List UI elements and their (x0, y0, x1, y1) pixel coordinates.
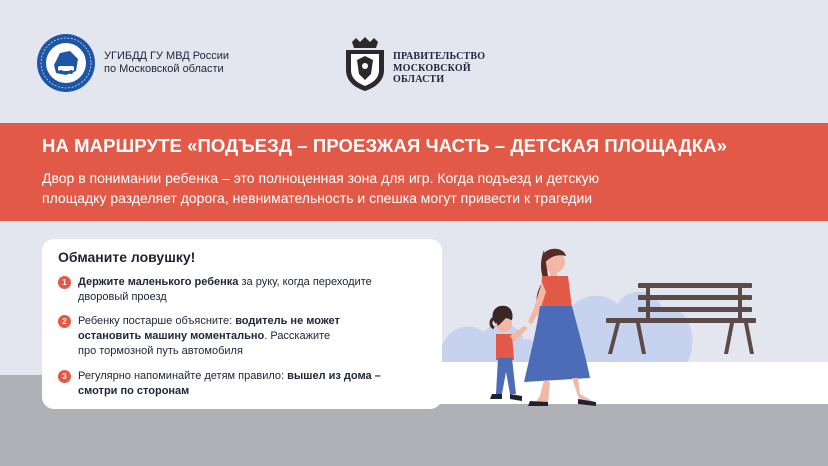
tip-text (78, 369, 418, 399)
gibdd-line2: по Московской области (104, 63, 224, 75)
gov-caption (393, 51, 485, 86)
banner-subtitle-line2: площадку разделяет дорога, невнимательность и спешка могут привести к трагедии (42, 190, 593, 206)
banner-subtitle (42, 168, 742, 208)
tips-card (42, 239, 442, 409)
park-illustration (440, 236, 828, 416)
tip-bold-text: вышел из дома – (287, 370, 381, 382)
tip-bold-text: водитель не может (235, 315, 340, 327)
gov-line1: ПРАВИТЕЛЬСТВО (393, 51, 486, 62)
tip-plain-text: Ребенку постарше объясните: (78, 315, 236, 327)
tip-bold-text: Держите маленького ребенка (78, 276, 239, 288)
card-title: Обманите ловушку! (58, 249, 196, 265)
gov-line2: МОСКОВСКОЙ (393, 62, 471, 74)
headline-banner (0, 123, 828, 221)
tip-number-badge: 2 (58, 315, 71, 328)
banner-subtitle-line1: Двор в понимании ребенка – это полноценная зона для игр. Когда подъезд и детскую (42, 170, 600, 186)
tip-number-badge: 1 (58, 276, 71, 289)
tip-number-badge: 3 (58, 370, 71, 383)
tip-plain-text: Регулярно напоминайте детям правило: (78, 370, 288, 382)
tip-text (78, 314, 418, 359)
gov-line3: ОБЛАСТИ (393, 74, 445, 85)
tip-plain-text: про тормозной путь автомобиля (78, 345, 243, 357)
tip-plain-text: за руку, когда переходите (238, 276, 372, 288)
moscow-region-coat-of-arms-icon (342, 36, 388, 92)
gibdd-line1: УГИБДД ГУ МВД России (104, 50, 230, 62)
tip-plain-text: дворовый проезд (78, 291, 167, 303)
gibdd-emblem-icon (36, 33, 96, 93)
tip-plain-text: . Расскажите (264, 330, 331, 342)
gibdd-caption (104, 50, 274, 76)
tip-bold-text: остановить машину моментально (78, 330, 265, 342)
banner-title: НА МАРШРУТЕ «ПОДЪЕЗД – ПРОЕЗЖАЯ ЧАСТЬ – ДЕТСКАЯ ПЛОЩАДКА» (42, 135, 728, 156)
tip-bold-text: смотри по сторонам (78, 385, 190, 397)
tip-text (78, 275, 418, 305)
header (0, 0, 828, 122)
